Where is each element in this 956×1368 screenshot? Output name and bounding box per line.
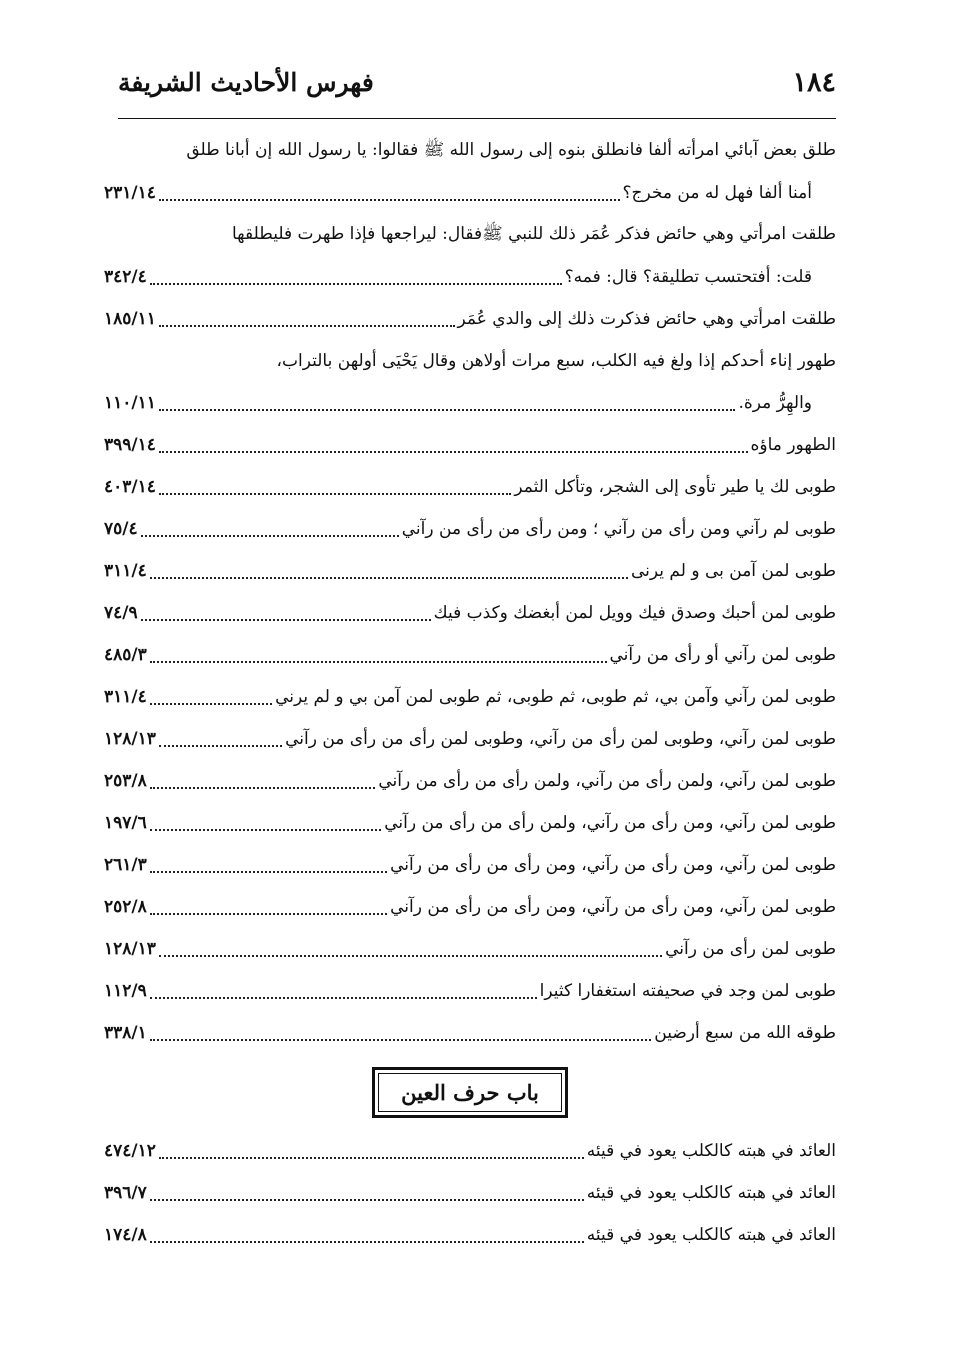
index-entry xyxy=(104,214,836,298)
dot-leader xyxy=(159,382,736,424)
index-entry xyxy=(104,424,836,466)
dot-leader xyxy=(150,1012,652,1054)
entry-line xyxy=(104,1214,836,1256)
entry-reference: ٢٥٢/٨ xyxy=(104,897,147,917)
entry-line xyxy=(104,550,836,592)
entry-line xyxy=(104,466,836,508)
index-entry xyxy=(104,802,836,844)
entry-line xyxy=(104,928,836,970)
index-entry xyxy=(104,466,836,508)
dot-leader xyxy=(141,592,431,634)
page-header xyxy=(118,62,836,102)
index-entry xyxy=(104,130,836,214)
entry-text: طوقه الله من سبع أرضين xyxy=(654,1023,836,1043)
entry-line xyxy=(104,382,836,424)
entry-text: طوبى لمن رأى من رآني xyxy=(665,939,836,959)
entry-line xyxy=(104,802,836,844)
index-entry xyxy=(104,1130,836,1172)
entry-text: قلت: أفتحتسب تطليقة؟ قال: فمه؟ xyxy=(564,267,812,287)
section-index-list xyxy=(104,1130,836,1256)
entry-text: العائد في هبته كالكلب يعود في قيئه xyxy=(586,1141,836,1161)
dot-leader xyxy=(150,970,537,1012)
index-entry xyxy=(104,886,836,928)
index-entry xyxy=(104,718,836,760)
entry-reference: ٢٥٣/٨ xyxy=(104,771,147,791)
entry-reference: ٣١١/٤ xyxy=(104,561,147,581)
index-entry xyxy=(104,298,836,340)
dot-leader xyxy=(150,676,272,718)
entry-reference: ٢٣١/١٤ xyxy=(104,183,156,203)
dot-leader xyxy=(150,256,562,298)
entry-reference: ٣٤٢/٤ xyxy=(104,267,147,287)
entry-line xyxy=(104,424,836,466)
dot-leader xyxy=(150,1214,584,1256)
entry-line xyxy=(104,844,836,886)
entry-text: طوبى لمن وجد في صحيفته استغفارا كثيرا xyxy=(539,981,836,1001)
entry-text: طلقت امرأتي وهي حائض فذكر عُمَر ذلك للنبي ﷺفقال: ليراجعها فإذا طهرت فليطلقها xyxy=(232,223,836,244)
entry-text: طوبى لمن رآني، وطوبى لمن رأى من رآني، وطوبى لمن رأى من رأى من رآني xyxy=(285,729,836,749)
dot-leader xyxy=(150,802,382,844)
section-heading: باب حرف العين xyxy=(378,1073,562,1112)
dot-leader xyxy=(159,298,455,340)
dot-leader xyxy=(159,172,620,214)
entry-text: طوبى لم رآني ومن رأى من رآني ؛ ومن رأى من رأى من رآني xyxy=(401,519,836,539)
entry-line xyxy=(104,592,836,634)
index-body xyxy=(104,130,836,1256)
index-entry xyxy=(104,928,836,970)
entry-reference: ٤٧٤/١٢ xyxy=(104,1141,156,1161)
dot-leader xyxy=(150,760,376,802)
entry-text: طوبى لمن أحبك وصدق فيك وويل لمن أبغضك وكذب فيك xyxy=(433,603,836,623)
entry-line xyxy=(104,718,836,760)
index-entry xyxy=(104,760,836,802)
entry-reference: ١١٢/٩ xyxy=(104,981,147,1001)
entry-reference: ٢٦١/٣ xyxy=(104,855,147,875)
entry-reference: ١٢٨/١٣ xyxy=(104,729,156,749)
dot-leader xyxy=(159,466,511,508)
entry-reference: ١١٠/١١ xyxy=(104,393,156,413)
index-entry xyxy=(104,970,836,1012)
entry-text: الطهور ماؤه xyxy=(750,435,836,455)
entry-line xyxy=(104,508,836,550)
index-entry xyxy=(104,340,836,424)
entry-text: طوبى لمن رآني أو رأى من رآني xyxy=(609,645,836,665)
entry-line xyxy=(104,760,836,802)
dot-leader xyxy=(141,508,399,550)
entry-text: أمنا ألفا فهل له من مخرج؟ xyxy=(622,183,812,203)
dot-leader xyxy=(150,634,607,676)
entry-text: والهِرُّ مرة. xyxy=(738,393,812,413)
entry-line xyxy=(104,970,836,1012)
hadith-index-list xyxy=(104,130,836,1054)
index-entry xyxy=(104,844,836,886)
entry-line xyxy=(104,214,836,256)
entry-reference: ٣١١/٤ xyxy=(104,687,147,707)
index-entry xyxy=(104,676,836,718)
entry-reference: ١٨٥/١١ xyxy=(104,309,156,329)
entry-reference: ٧٤/٩ xyxy=(104,603,138,623)
entry-line xyxy=(104,172,836,214)
entry-line xyxy=(104,1012,836,1054)
entry-text: طوبى لمن رآني، ومن رأى من رآني، ومن رأى من رأى من رآني xyxy=(390,855,836,875)
entry-text: طوبى لك يا طير تأوى إلى الشجر، وتأكل الثمر xyxy=(514,477,836,497)
section-heading-wrap xyxy=(104,1054,836,1130)
dot-leader xyxy=(159,1130,584,1172)
dot-leader xyxy=(150,844,387,886)
entry-text: طوبى لمن رآني، ومن رأى من رآني، ومن رأى من رأى من رآني xyxy=(390,897,836,917)
entry-line xyxy=(104,1172,836,1214)
entry-reference: ١٢٨/١٣ xyxy=(104,939,156,959)
entry-text: طلقت امرأتي وهي حائض فذكرت ذلك إلى والدي عُمَر xyxy=(457,309,836,329)
entry-text: طلق بعض آبائي امرأته ألفا فانطلق بنوه إلى رسول الله ﷺ فقالوا: يا رسول الله إن أبانا طلق xyxy=(186,139,836,160)
dot-leader xyxy=(159,424,748,466)
section-heading-box xyxy=(372,1067,568,1118)
entry-reference: ٤٠٣/١٤ xyxy=(104,477,156,497)
entry-text: طوبى لمن رآني وآمن بي، ثم طوبى، ثم طوبى، ثم طوبى لمن آمن بي و لم يرني xyxy=(275,687,836,707)
entry-reference: ٣٩٦/٧ xyxy=(104,1183,147,1203)
dot-leader xyxy=(150,1172,584,1214)
dot-leader xyxy=(150,550,628,592)
dot-leader xyxy=(159,928,662,970)
entry-line xyxy=(104,676,836,718)
page-number: ١٨٤ xyxy=(792,66,836,98)
entry-line xyxy=(104,298,836,340)
entry-text: العائد في هبته كالكلب يعود في قيئه xyxy=(586,1183,836,1203)
index-entry xyxy=(104,1214,836,1256)
entry-text: طوبى لمن رآني، ومن رأى من رآني، ولمن رأى من رأى من رآني xyxy=(384,813,836,833)
entry-line xyxy=(104,634,836,676)
entry-reference: ٤٨٥/٣ xyxy=(104,645,147,665)
entry-line xyxy=(104,886,836,928)
index-entry xyxy=(104,508,836,550)
index-entry xyxy=(104,1172,836,1214)
entry-text: طهور إناء أحدكم إذا ولغ فيه الكلب، سبع مرات أولاهن وقال يَحْيَى أولهن بالتراب، xyxy=(276,351,836,371)
index-entry xyxy=(104,592,836,634)
index-entry xyxy=(104,1012,836,1054)
dot-leader xyxy=(150,886,387,928)
entry-text: طوبى لمن آمن بى و لم يرنى xyxy=(631,561,836,581)
entry-reference: ٧٥/٤ xyxy=(104,519,138,539)
entry-line xyxy=(104,1130,836,1172)
header-rule xyxy=(118,118,836,119)
entry-reference: ٣٣٨/١ xyxy=(104,1023,147,1043)
dot-leader xyxy=(159,718,282,760)
page-title: فهرس الأحاديث الشريفة xyxy=(118,67,374,97)
entry-reference: ١٧٤/٨ xyxy=(104,1225,147,1245)
index-entry xyxy=(104,634,836,676)
entry-line xyxy=(104,340,836,382)
entry-text: طوبى لمن رآني، ولمن رأى من رآني، ولمن رأى من رأى من رآني xyxy=(378,771,836,791)
index-entry xyxy=(104,550,836,592)
entry-text: العائد في هبته كالكلب يعود في قيئه xyxy=(586,1225,836,1245)
entry-line xyxy=(104,130,836,172)
entry-reference: ٣٩٩/١٤ xyxy=(104,435,156,455)
entry-line xyxy=(104,256,836,298)
entry-reference: ١٩٧/٦ xyxy=(104,813,147,833)
